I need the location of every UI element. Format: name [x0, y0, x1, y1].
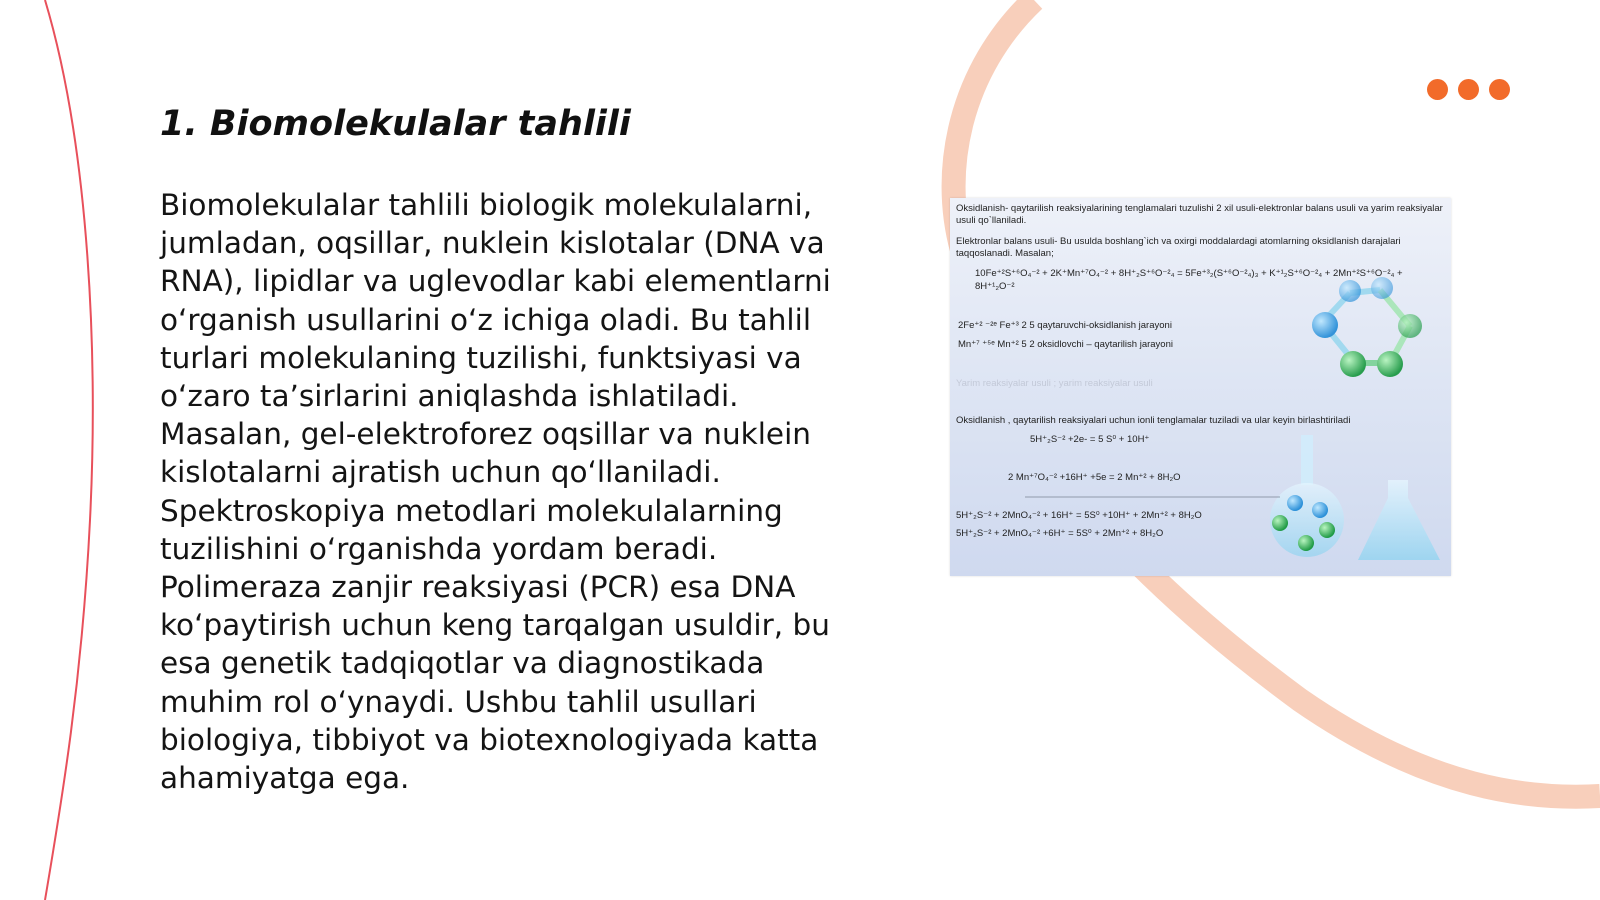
dot-icon: [1458, 79, 1479, 100]
figure-equation-line: 2Fe⁺² ⁻²ᵉ Fe⁺³ 2 5 qaytaruvchi-oksidlanish jarayoni: [958, 320, 1172, 331]
figure-equation-line: 5H⁺₂S⁻² + 2MnO₄⁻² + 16H⁺ = 5S⁰ +10H⁺ + 2Mn⁺² + 8H₂O: [956, 510, 1202, 521]
figure-faint-line: Yarim reaksiyalar usuli ; yarim reaksiyalar usuli: [956, 378, 1153, 389]
figure-text-line: Oksidlanish- qaytarilish reaksiyalarining tenglamalari tuzulishi 2 xil usuli-elektronlar balans usuli va yarim reaksiyalar usuli qo`llaniladi.: [956, 203, 1443, 226]
figure-equation-line: 2 Mn⁺⁷O₄⁻² +16H⁺ +5e = 2 Mn⁺² + 8H₂O: [1008, 472, 1181, 483]
chemistry-reactions-image: [950, 198, 1451, 576]
dot-icon: [1427, 79, 1448, 100]
figure-equation-line: Mn⁺⁷ ⁺⁵ᵉ Mn⁺² 5 2 oksidlovchi – qaytarilish jarayoni: [958, 339, 1173, 350]
left-red-curve: [45, 0, 93, 900]
decorative-dots: [1427, 79, 1510, 100]
flask-icon: [1270, 435, 1344, 557]
figure-text-line: Elektronlar balans usuli- Bu usulda boshlang`ich va oxirgi moddalardagi atomlarning oksidlanish darajalari taqqoslanadi. Masalan;: [956, 236, 1401, 259]
figure-equation-line: 10Fe⁺²S⁺⁶O₄⁻² + 2K⁺Mn⁺⁷O₄⁻² + 8H⁺₂S⁺⁶O⁻²₄ = 5Fe⁺³₂(S⁺⁶O⁻²₄)₃ + K⁺¹₂S⁺⁶O⁻²₄ + 2Mn⁺²S⁺⁶O⁻²₄ +: [975, 268, 1403, 279]
molecule-icon: [1312, 277, 1422, 377]
figure-text-line: Oksidlanish , qaytarilish reaksiyalari uchun ionli tenglamalar tuziladi va ular keyin birlashtiriladi: [956, 415, 1351, 426]
figure-equation-line: 5H⁺₂S⁻² + 2MnO₄⁻² +6H⁺ = 5S⁰ + 2Mn⁺² + 8H₂O: [956, 528, 1164, 539]
dot-icon: [1489, 79, 1510, 100]
conical-flask-icon: [1358, 480, 1440, 560]
figure-equation-line: 8H⁺¹₂O⁻²: [975, 281, 1015, 292]
slide-body-text: Biomolekulalar tahlili biologik molekulalarni, jumladan, oqsillar, nuklein kislotalar (DNA va RNA), lipidlar va uglevodlar kabi elementlarni o‘rganish usullarini o‘z ichiga oladi. Bu tahlil turlari molekulaning tuzilishi, funktsiyasi va o‘zaro ta’sirlarini aniqlashda ishlatiladi. Masalan, gel-elektroforez oqsillar va nuklein kislotalarni ajratish uchun qo‘llaniladi. Spektroskopiya metodlari molekulalarning tuzilishini o‘rganishda yordam beradi. Polimeraza zanjir reaksiyasi (PCR) esa DNA ko‘paytirish uchun keng tarqalgan usuldir, bu esa genetik tadqiqotlar va diagnostikada muhim rol o‘ynaydi. Ushbu tahlil usullari biologiya, tibbiyot va biotexnologiyada katta ahamiyatga ega.: [160, 188, 831, 796]
figure-equation-line: 5H⁺₂S⁻² +2e- = 5 S⁰ + 10H⁺: [1030, 434, 1150, 445]
slide-title: 1. Biomolekulalar tahlili: [160, 104, 631, 144]
